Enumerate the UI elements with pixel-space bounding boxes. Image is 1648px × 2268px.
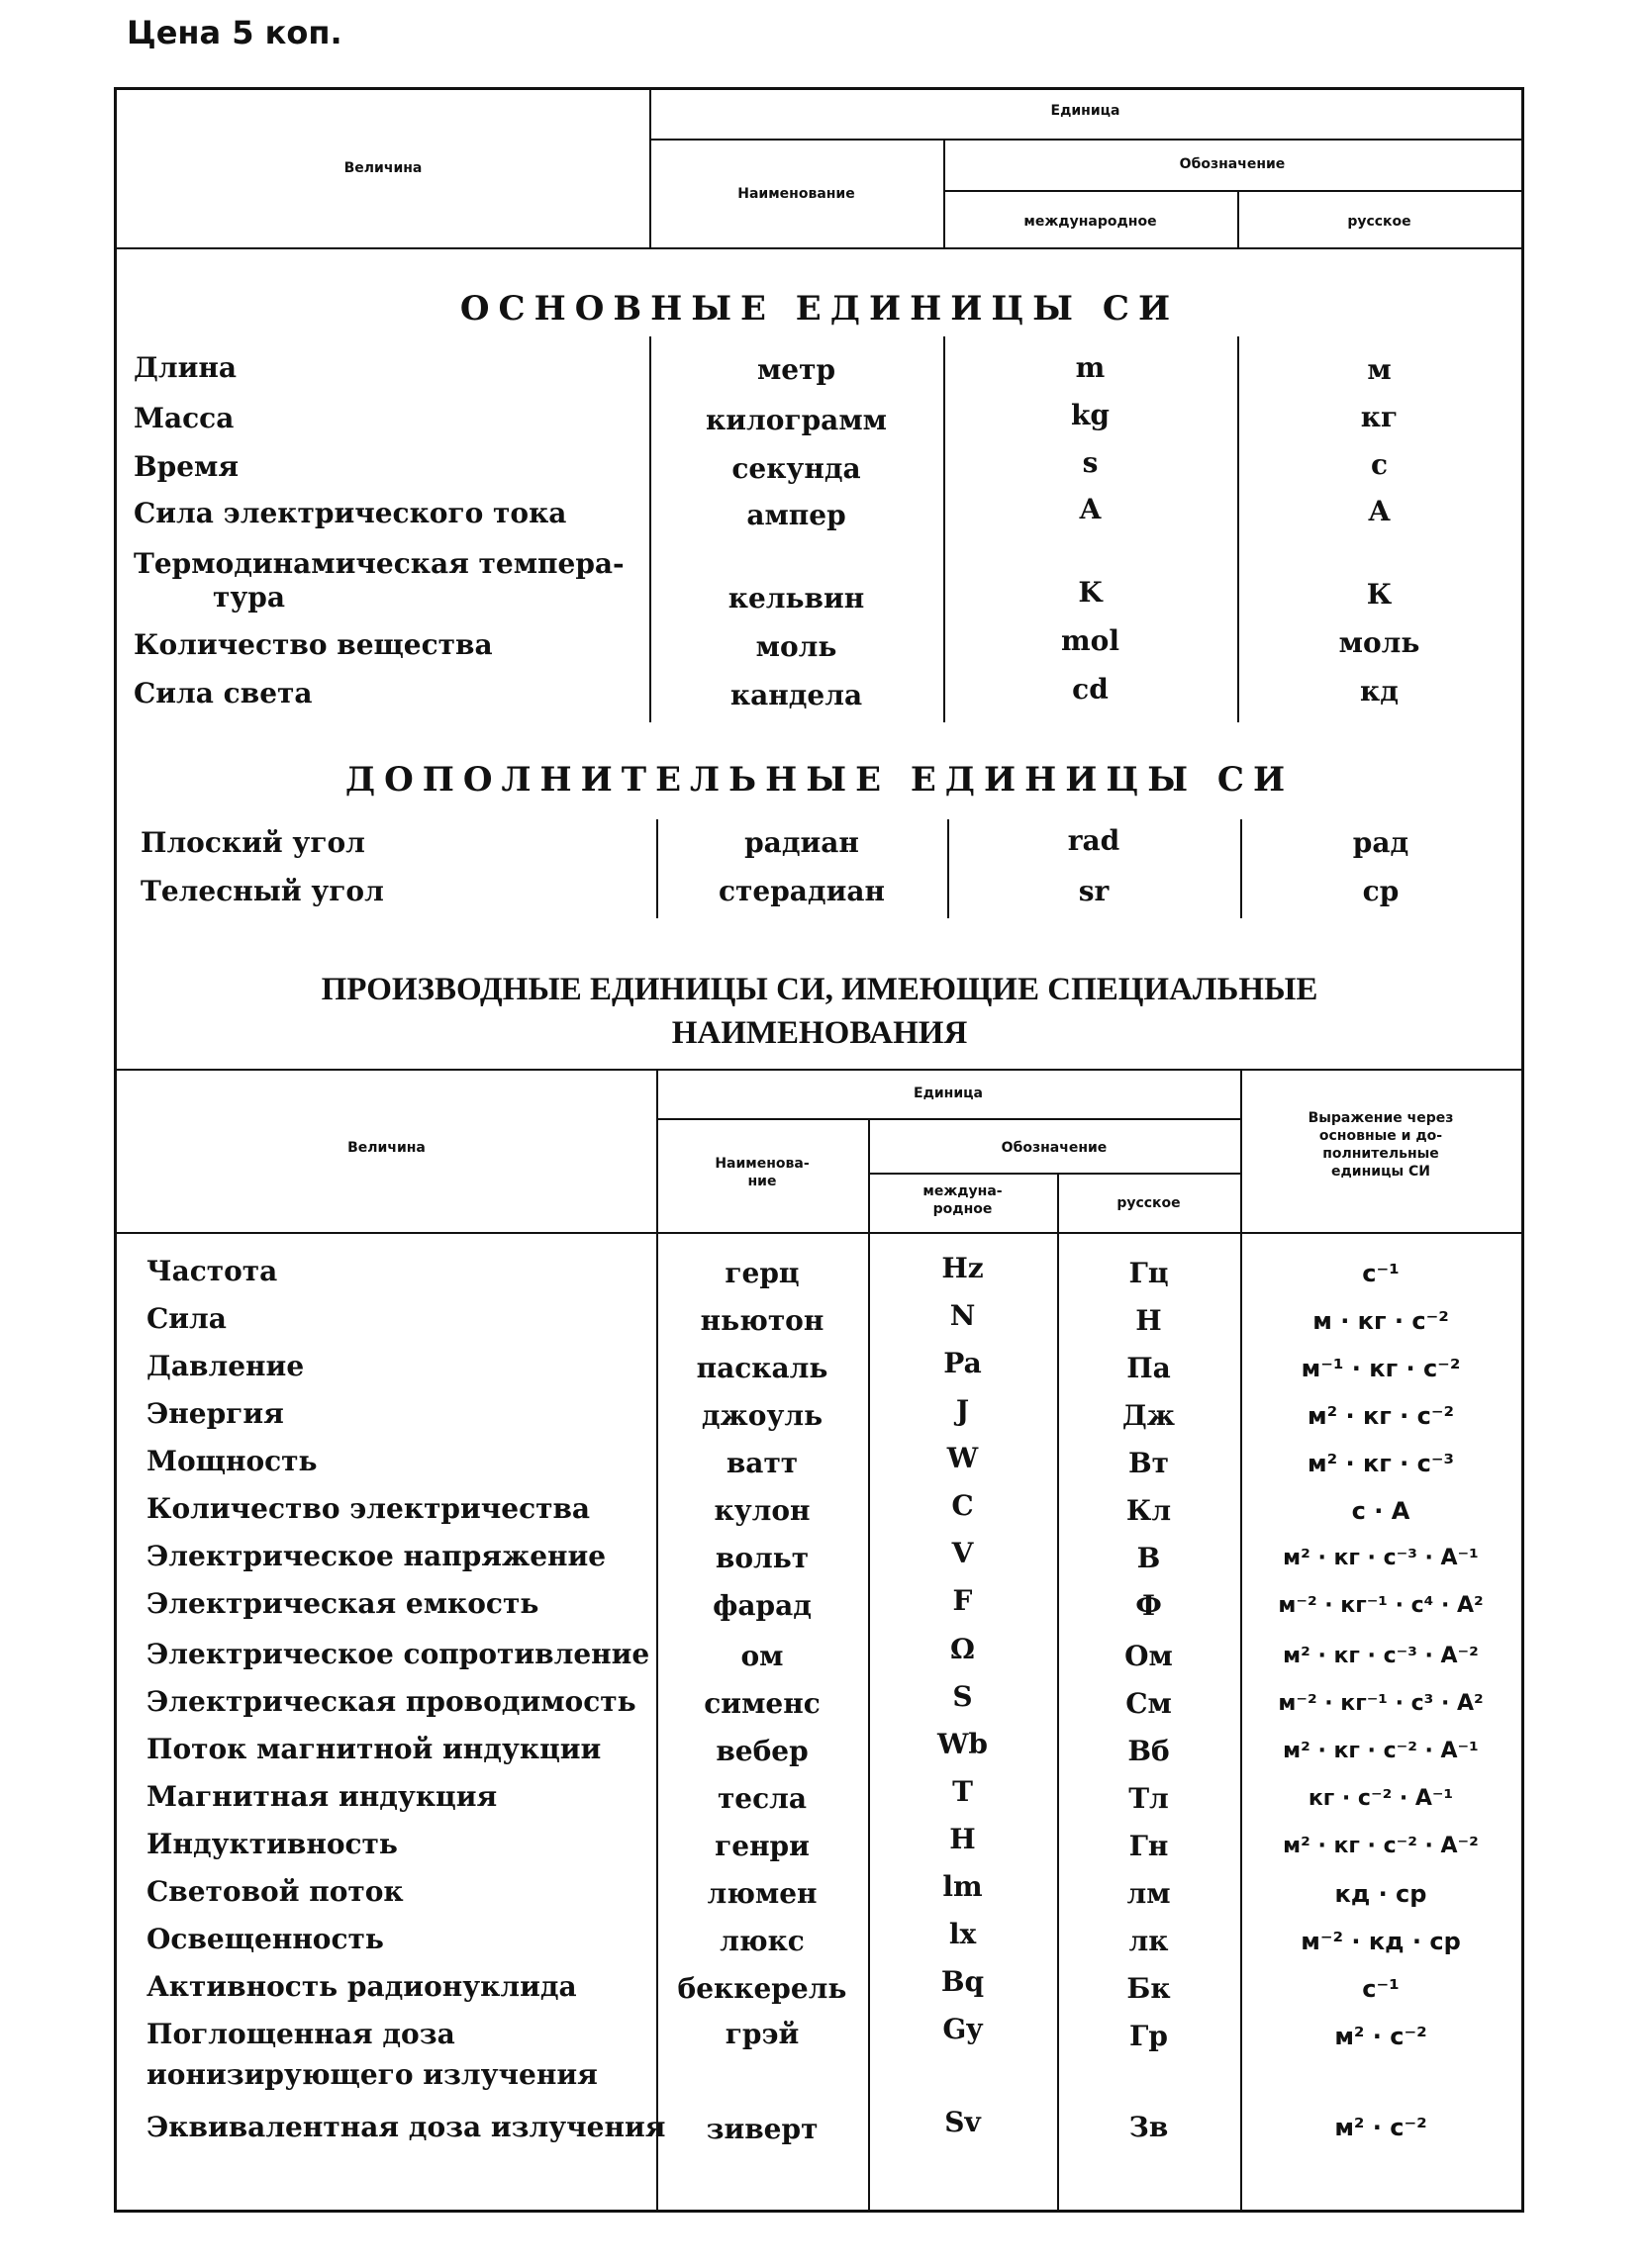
- header2-intl-line1: междуна-: [922, 1183, 1003, 1199]
- derived-quantity-continuation: ионизирующего излучения: [146, 2058, 598, 2091]
- header2-name-line2: ние: [747, 1174, 777, 1189]
- derived-expr: м · кг · с⁻²: [1312, 1307, 1449, 1335]
- derived-quantity: Сила: [146, 1302, 227, 1335]
- base-rus: м: [1367, 353, 1392, 386]
- derived-name: люкс: [720, 1925, 805, 1957]
- section-derived-title-line1: ПРОИЗВОДНЫЕ ЕДИНИЦЫ СИ, ИМЕЮЩИЕ СПЕЦИАЛЬНЫЕ: [321, 972, 1318, 1007]
- base-divider-2: [943, 336, 945, 722]
- header2-unit: Единица: [914, 1086, 983, 1101]
- base-name: моль: [755, 630, 837, 663]
- base-quantity: Количество вещества: [134, 628, 493, 661]
- supp-rus: рад: [1352, 826, 1409, 859]
- derived-quantity: Электрическая емкость: [146, 1587, 539, 1620]
- derived-quantity: Мощность: [146, 1445, 318, 1477]
- derived-quantity: Энергия: [146, 1397, 284, 1430]
- base-rus: кг: [1360, 401, 1399, 433]
- derived-expr: с⁻¹: [1362, 1975, 1400, 2003]
- header1-quantity: Величина: [343, 160, 423, 176]
- derived-rus: Гн: [1128, 1830, 1169, 1862]
- derived-rus: Гр: [1129, 2020, 1168, 2052]
- base-intl: s: [1082, 446, 1099, 479]
- derived-rus: Зв: [1128, 2111, 1169, 2143]
- header2-expr-line1: Выражение через: [1308, 1110, 1454, 1126]
- base-name: ампер: [746, 499, 846, 531]
- derived-quantity: Электрическая проводимость: [146, 1685, 636, 1718]
- derived-expr: м⁻² · кд · ср: [1301, 1928, 1461, 1955]
- section-supplementary-title: ДОПОЛНИТЕЛЬНЫЕ ЕДИНИЦЫ СИ: [344, 760, 1295, 800]
- header2-rule-unit: [656, 1118, 1240, 1120]
- header2-name-line1: Наименова-: [715, 1156, 810, 1172]
- base-intl: A: [1079, 493, 1102, 525]
- derived-expr: м⁻¹ · кг · с⁻²: [1301, 1355, 1461, 1382]
- base-quantity: Термодинамическая темпера-: [134, 547, 625, 580]
- base-quantity-continuation: тура: [213, 581, 285, 614]
- derived-rus: Вб: [1127, 1735, 1170, 1767]
- derived-quantity: Давление: [146, 1350, 305, 1382]
- header2-intl-line2: родное: [932, 1201, 993, 1217]
- derived-intl: Bq: [940, 1965, 985, 1998]
- base-divider-3: [1237, 336, 1239, 722]
- derived-rus: Дж: [1121, 1399, 1176, 1432]
- supp-intl: rad: [1067, 824, 1120, 857]
- header2-rule-bottom: [117, 1232, 1521, 1234]
- derived-quantity: Активность радионуклида: [146, 1970, 577, 2003]
- derived-name: грэй: [725, 2018, 800, 2050]
- derived-name: генри: [715, 1830, 810, 1862]
- derived-expr: с · А: [1351, 1497, 1410, 1525]
- derived-name: ньютон: [700, 1304, 824, 1337]
- supp-intl: sr: [1078, 875, 1110, 907]
- derived-intl: lm: [942, 1870, 983, 1903]
- derived-intl: V: [951, 1537, 974, 1569]
- derived-intl: S: [952, 1680, 973, 1713]
- derived-name: ом: [740, 1640, 784, 1672]
- base-name: килограмм: [706, 404, 887, 436]
- derived-intl: F: [952, 1584, 973, 1617]
- base-rus: кд: [1360, 675, 1399, 708]
- derived-expr: м² · кг · с⁻³: [1307, 1450, 1455, 1477]
- derived-quantity: Электрическое сопротивление: [146, 1638, 650, 1670]
- header2-rule-top: [117, 1069, 1521, 1071]
- derived-rus: Н: [1135, 1304, 1162, 1337]
- derived-name: паскаль: [696, 1352, 828, 1384]
- section-base-title: ОСНОВНЫЕ ЕДИНИЦЫ СИ: [459, 289, 1180, 329]
- header2-rule-designation: [868, 1173, 1240, 1175]
- header2-designation: Обозначение: [1001, 1140, 1108, 1156]
- derived-intl: T: [952, 1775, 973, 1808]
- base-intl: mol: [1061, 624, 1119, 657]
- derived-rus: См: [1125, 1687, 1172, 1720]
- derived-expr: м² · с⁻²: [1334, 2023, 1427, 2050]
- derived-quantity: Поглощенная доза: [146, 2018, 455, 2050]
- header1-designation: Обозначение: [1179, 156, 1286, 172]
- derived-intl: Wb: [936, 1728, 989, 1760]
- header1-rule-designation: [943, 190, 1521, 192]
- derived-name: сименс: [704, 1687, 821, 1720]
- derived-name: зиверт: [706, 2113, 819, 2145]
- derived-quantity: Частота: [146, 1255, 278, 1287]
- derived-rus: лк: [1128, 1925, 1169, 1957]
- base-quantity: Время: [134, 450, 240, 483]
- header1-international: международное: [1023, 214, 1157, 230]
- header1-name: Наименование: [737, 186, 855, 202]
- derived-quantity: Электрическое напряжение: [146, 1540, 607, 1572]
- header1-rule-bottom: [117, 247, 1521, 249]
- derived-rus: Вт: [1127, 1447, 1169, 1479]
- derived-name: беккерель: [677, 1972, 847, 2005]
- base-rus: К: [1366, 578, 1393, 611]
- derived-intl: Sv: [944, 2106, 981, 2138]
- derived-name: люмен: [707, 1877, 818, 1910]
- header1-russian: русское: [1347, 214, 1411, 230]
- header2-quantity: Величина: [347, 1140, 426, 1156]
- supp-name: стерадиан: [719, 875, 885, 907]
- derived-quantity: Магнитная индукция: [146, 1780, 498, 1813]
- derived-expr: кд · ср: [1334, 1880, 1427, 1908]
- header2-expr-line3: полнительные: [1322, 1146, 1439, 1162]
- base-intl: m: [1075, 351, 1106, 384]
- header2-expr-line2: основные и до-: [1318, 1128, 1443, 1144]
- derived-name: кулон: [714, 1494, 811, 1527]
- derived-rus: Ф: [1135, 1589, 1162, 1622]
- derived-intl: H: [949, 1823, 976, 1855]
- base-rus: моль: [1338, 626, 1420, 659]
- derived-rus: Гц: [1128, 1257, 1169, 1289]
- derived-expr: м² · с⁻²: [1334, 2114, 1427, 2141]
- header1-unit: Единица: [1050, 103, 1120, 119]
- header2-russian: русское: [1116, 1195, 1181, 1211]
- derived-quantity: Поток магнитной индукции: [146, 1733, 602, 1765]
- header1-rule-unit: [649, 139, 1521, 141]
- derived-rus: Тл: [1128, 1782, 1169, 1815]
- derived-quantity: Световой поток: [146, 1875, 404, 1908]
- derived-name: тесла: [717, 1782, 808, 1815]
- derived-expr: м² · кг · с⁻² · А⁻²: [1283, 1834, 1479, 1858]
- derived-name: вебер: [716, 1735, 809, 1767]
- derived-quantity: Освещенность: [146, 1923, 384, 1955]
- section-derived-title-line2: НАИМЕНОВАНИЯ: [671, 1015, 968, 1051]
- base-intl: kg: [1071, 399, 1110, 431]
- derived-name: ватт: [726, 1447, 799, 1479]
- base-quantity: Сила света: [134, 677, 313, 709]
- header2-expr-line4: единицы СИ: [1331, 1164, 1430, 1180]
- derived-intl: Gy: [942, 2013, 983, 2045]
- derived-expr: с⁻¹: [1362, 1260, 1400, 1287]
- derived-name: джоуль: [701, 1399, 824, 1432]
- derived-expr: м⁻² · кг⁻¹ · с⁴ · А²: [1278, 1593, 1484, 1618]
- base-quantity: Масса: [134, 402, 235, 434]
- derived-quantity: Количество электричества: [146, 1492, 591, 1525]
- supp-quantity: Телесный угол: [141, 875, 384, 907]
- derived-quantity: Индуктивность: [146, 1828, 398, 1860]
- derived-rus: лм: [1126, 1877, 1171, 1910]
- derived-rus: Бк: [1126, 1972, 1171, 2005]
- derived-name: фарад: [713, 1589, 812, 1622]
- derived-expr: м² · кг · с⁻³ · А⁻¹: [1283, 1546, 1479, 1570]
- base-rus: А: [1368, 495, 1391, 527]
- derived-rus: Па: [1126, 1352, 1171, 1384]
- derived-quantity: Эквивалентная доза излучения: [146, 2111, 666, 2143]
- derived-intl: N: [949, 1299, 976, 1332]
- derived-rus: Ом: [1124, 1640, 1173, 1672]
- supp-rus: ср: [1362, 875, 1400, 907]
- supp-name: радиан: [744, 826, 859, 859]
- base-name: метр: [756, 353, 836, 386]
- derived-rus: В: [1136, 1542, 1161, 1574]
- supp-quantity: Плоский угол: [141, 826, 365, 859]
- base-rus: с: [1370, 448, 1389, 481]
- base-name: секунда: [731, 452, 861, 485]
- derived-expr: м⁻² · кг⁻¹ · с³ · А²: [1278, 1691, 1484, 1716]
- derived-expr: кг · с⁻² · А⁻¹: [1308, 1786, 1454, 1811]
- derived-intl: J: [955, 1394, 970, 1427]
- derived-name: вольт: [715, 1542, 810, 1574]
- base-name: кандела: [729, 679, 863, 711]
- derived-intl: C: [951, 1489, 974, 1522]
- derived-expr: м² · кг · с⁻² · А⁻¹: [1283, 1739, 1479, 1763]
- derived-intl: W: [946, 1442, 979, 1474]
- price-label: Цена 5 коп.: [127, 14, 342, 51]
- derived-name: герц: [725, 1257, 800, 1289]
- base-intl: K: [1078, 576, 1103, 609]
- derived-intl: Ω: [950, 1633, 975, 1665]
- base-name: кельвин: [727, 582, 865, 614]
- base-quantity: Сила электрического тока: [134, 497, 567, 529]
- header1-divider-2: [943, 139, 945, 247]
- derived-expr: м² · кг · с⁻²: [1307, 1402, 1455, 1430]
- derived-intl: Hz: [941, 1252, 984, 1284]
- base-quantity: Длина: [134, 351, 238, 384]
- derived-intl: lx: [948, 1918, 977, 1950]
- derived-rus: Кл: [1125, 1494, 1172, 1527]
- base-intl: cd: [1072, 673, 1109, 706]
- derived-intl: Pa: [943, 1347, 982, 1379]
- derived-expr: м² · кг · с⁻³ · А⁻²: [1283, 1644, 1479, 1668]
